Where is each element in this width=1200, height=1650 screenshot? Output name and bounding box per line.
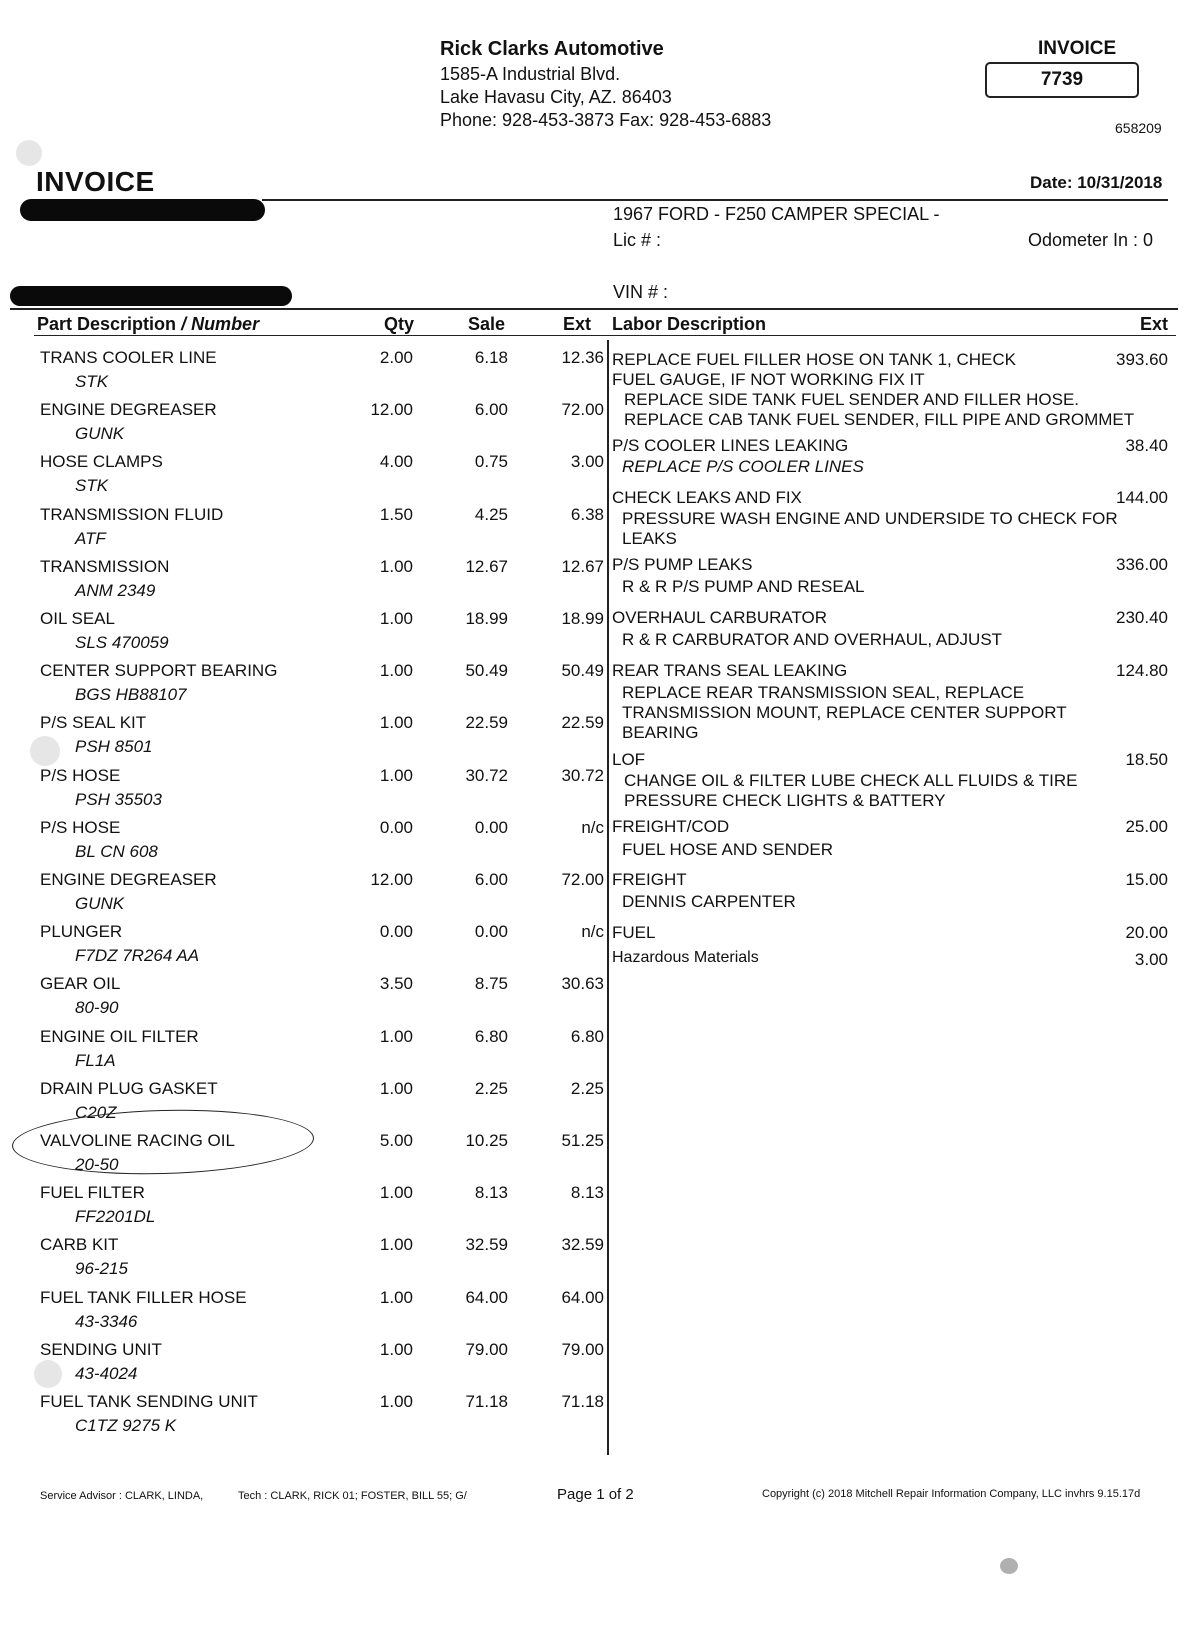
- labor-detail: PRESSURE CHECK LIGHTS & BATTERY: [624, 791, 946, 810]
- part-sale: 12.67: [465, 557, 508, 576]
- page-number: Page 1 of 2: [557, 1486, 634, 1503]
- labor-item-ext: 25.00: [1125, 817, 1168, 836]
- part-qty: 0.00: [379, 818, 413, 837]
- part-qty: 1.00: [379, 557, 413, 576]
- part-description: ENGINE DEGREASER: [40, 870, 217, 889]
- part-ext: 3.00: [570, 452, 604, 471]
- part-ext: 30.72: [561, 766, 604, 785]
- part-description: CENTER SUPPORT BEARING: [40, 661, 278, 680]
- part-number: C1TZ 9275 K: [75, 1416, 177, 1435]
- labor-detail: DENNIS CARPENTER: [622, 892, 796, 911]
- part-ext: 51.25: [561, 1131, 604, 1150]
- part-number: PSH 8501: [75, 737, 153, 756]
- scan-speck: [1000, 1558, 1018, 1574]
- shop-address: 1585-A Industrial Blvd.: [440, 64, 621, 84]
- part-number: C20Z: [75, 1103, 117, 1122]
- part-description: VALVOLINE RACING OIL: [40, 1131, 235, 1150]
- part-number: GUNK: [75, 424, 125, 443]
- invoice-number: 7739: [1040, 69, 1084, 90]
- labor-detail: REPLACE P/S COOLER LINES: [622, 457, 864, 476]
- ext-header: Ext: [563, 314, 592, 334]
- part-description: PLUNGER: [40, 922, 123, 941]
- part-description: TRANSMISSION: [40, 557, 170, 576]
- part-sale: 6.00: [474, 400, 508, 419]
- labor-item-desc: CHECK LEAKS AND FIX: [612, 488, 802, 507]
- vehicle-description: 1967 FORD - F250 CAMPER SPECIAL -: [613, 204, 940, 224]
- part-description-header: Part Description / Number: [37, 314, 260, 334]
- part-number: 43-4024: [75, 1364, 138, 1383]
- labor-item-desc: Hazardous Materials: [612, 949, 759, 966]
- labor-item-ext: 336.00: [1116, 555, 1168, 574]
- scan-speck: [30, 736, 60, 766]
- part-description: P/S HOSE: [40, 766, 121, 785]
- part-qty: 1.00: [379, 1392, 413, 1411]
- part-ext: 2.25: [570, 1079, 604, 1098]
- labor-detail: PRESSURE WASH ENGINE AND UNDERSIDE TO CHECK FOR: [622, 509, 1118, 528]
- part-description: OIL SEAL: [40, 609, 115, 628]
- part-number: 96-215: [75, 1259, 128, 1278]
- part-description: TRANSMISSION FLUID: [40, 505, 224, 524]
- part-description: DRAIN PLUG GASKET: [40, 1079, 218, 1098]
- labor-ext-header: Ext: [1140, 314, 1169, 334]
- part-ext: 12.67: [561, 557, 604, 576]
- part-number: STK: [75, 372, 109, 391]
- labor-detail: TRANSMISSION MOUNT, REPLACE CENTER SUPPORT: [622, 703, 1067, 722]
- header-underline: [34, 335, 1176, 336]
- labor-item-desc: P/S COOLER LINES LEAKING: [612, 436, 849, 455]
- qty-header: Qty: [384, 314, 415, 334]
- part-qty: 4.00: [379, 452, 413, 471]
- part-sale: 6.80: [474, 1027, 508, 1046]
- part-ext: 72.00: [561, 400, 604, 419]
- labor-detail: FUEL HOSE AND SENDER: [622, 840, 833, 859]
- part-sale: 8.13: [474, 1183, 508, 1202]
- part-sale: 64.00: [465, 1288, 508, 1307]
- part-number: BL CN 608: [75, 842, 158, 861]
- part-number: F7DZ 7R264 AA: [75, 946, 200, 965]
- labor-item-desc: LOF: [612, 750, 646, 769]
- part-ext: 22.59: [561, 713, 604, 732]
- labor-item-ext: 20.00: [1125, 923, 1168, 942]
- header-rule: [262, 199, 1168, 201]
- shop-city: Lake Havasu City, AZ. 86403: [440, 87, 672, 107]
- shop-name: Rick Clarks Automotive: [440, 38, 664, 60]
- labor-item-ext: 38.40: [1125, 436, 1168, 455]
- odometer-in: Odometer In : 0: [1028, 230, 1154, 250]
- part-ext: 79.00: [561, 1340, 604, 1359]
- part-description: P/S SEAL KIT: [40, 713, 147, 732]
- part-description: HOSE CLAMPS: [40, 452, 163, 471]
- part-ext: 72.00: [561, 870, 604, 889]
- labor-item-desc: FREIGHT/COD: [612, 817, 730, 836]
- hand-drawn-circle-annotation: [11, 1106, 315, 1178]
- part-sale: 8.75: [474, 974, 508, 993]
- part-qty: 1.00: [379, 1235, 413, 1254]
- labor-detail: R & R P/S PUMP AND RESEAL: [622, 577, 865, 596]
- part-ext: 50.49: [561, 661, 604, 680]
- part-qty: 1.50: [379, 505, 413, 524]
- part-description: ENGINE DEGREASER: [40, 400, 217, 419]
- part-qty: 1.00: [379, 766, 413, 785]
- part-ext: 64.00: [561, 1288, 604, 1307]
- part-description: GEAR OIL: [40, 974, 121, 993]
- part-ext: 71.18: [561, 1392, 604, 1411]
- part-number: 80-90: [75, 998, 119, 1017]
- part-description: FUEL TANK FILLER HOSE: [40, 1288, 247, 1307]
- part-sale: 32.59: [465, 1235, 508, 1254]
- part-ext: 6.80: [570, 1027, 604, 1046]
- part-ext: 32.59: [561, 1235, 604, 1254]
- part-qty: 12.00: [370, 870, 413, 889]
- labor-item-ext: 18.50: [1125, 750, 1168, 769]
- reference-number: 658209: [1115, 120, 1162, 136]
- labor-item-desc: REPLACE FUEL FILLER HOSE ON TANK 1, CHECK: [612, 350, 1017, 369]
- labor-item-ext: 393.60: [1116, 350, 1168, 369]
- part-description: SENDING UNIT: [40, 1340, 162, 1359]
- part-number: FL1A: [75, 1051, 116, 1070]
- column-divider: [607, 340, 609, 1455]
- vin-label: VIN # :: [613, 282, 669, 302]
- part-sale: 2.25: [474, 1079, 508, 1098]
- labor-detail: BEARING: [622, 723, 699, 742]
- license-label: Lic # :: [613, 230, 662, 250]
- part-ext: n/c: [581, 818, 604, 837]
- part-sale: 0.75: [474, 452, 508, 471]
- part-sale: 0.00: [474, 818, 508, 837]
- labor-detail: CHANGE OIL & FILTER LUBE CHECK ALL FLUIDS & TIRE: [624, 771, 1078, 790]
- part-sale: 22.59: [465, 713, 508, 732]
- scan-speck: [16, 140, 42, 166]
- part-description: FUEL FILTER: [40, 1183, 145, 1202]
- part-sale: 71.18: [465, 1392, 508, 1411]
- part-description: CARB KIT: [40, 1235, 119, 1254]
- part-number: ATF: [75, 529, 106, 548]
- part-ext: 6.38: [570, 505, 604, 524]
- invoice-number-box: [985, 62, 1139, 98]
- labor-description-header: Labor Description: [612, 314, 767, 334]
- part-qty: 3.50: [379, 974, 413, 993]
- part-sale: 6.18: [474, 348, 508, 367]
- table-top-rule: [10, 308, 1178, 310]
- part-number: ANM 2349: [75, 581, 156, 600]
- technicians: Tech : CLARK, RICK 01; FOSTER, BILL 55; G/: [238, 1490, 467, 1502]
- labor-item-desc: FREIGHT: [612, 870, 687, 889]
- part-sale: 50.49: [465, 661, 508, 680]
- part-number: GUNK: [75, 894, 125, 913]
- part-description: ENGINE OIL FILTER: [40, 1027, 199, 1046]
- labor-item-ext: 230.40: [1116, 608, 1168, 627]
- labor-item-ext: 124.80: [1116, 661, 1168, 680]
- service-advisor: Service Advisor : CLARK, LINDA,: [40, 1490, 204, 1502]
- part-sale: 18.99: [465, 609, 508, 628]
- part-description: FUEL TANK SENDING UNIT: [40, 1392, 258, 1411]
- part-qty: 2.00: [379, 348, 413, 367]
- sale-header: Sale: [468, 314, 506, 334]
- part-number: SLS 470059: [75, 633, 169, 652]
- labor-item-desc: P/S PUMP LEAKS: [612, 555, 753, 574]
- part-description: TRANS COOLER LINE: [40, 348, 217, 367]
- part-number: 20-50: [75, 1155, 119, 1174]
- part-qty: 1.00: [379, 1183, 413, 1202]
- part-sale: 0.00: [474, 922, 508, 941]
- part-sale: 6.00: [474, 870, 508, 889]
- part-sale: 30.72: [465, 766, 508, 785]
- part-description: P/S HOSE: [40, 818, 121, 837]
- part-ext: 8.13: [570, 1183, 604, 1202]
- part-number: BGS HB88107: [75, 685, 187, 704]
- redaction-bar: [20, 199, 265, 221]
- part-ext: 18.99: [561, 609, 604, 628]
- document-title: INVOICE: [36, 166, 155, 197]
- shop-phone-fax: Phone: 928-453-3873 Fax: 928-453-6883: [440, 110, 772, 130]
- redaction-bar: [10, 286, 292, 306]
- invoice-label: INVOICE: [1038, 38, 1117, 59]
- labor-detail: REPLACE REAR TRANSMISSION SEAL, REPLACE: [622, 683, 1025, 702]
- labor-item-desc: OVERHAUL CARBURATOR: [612, 608, 828, 627]
- part-qty: 1.00: [379, 661, 413, 680]
- scan-speck: [34, 1360, 62, 1388]
- labor-item-desc: REAR TRANS SEAL LEAKING: [612, 661, 848, 680]
- labor-item-ext: 15.00: [1125, 870, 1168, 889]
- part-number: STK: [75, 476, 109, 495]
- part-sale: 10.25: [465, 1131, 508, 1150]
- labor-detail: REPLACE CAB TANK FUEL SENDER, FILL PIPE AND GROMMET: [624, 410, 1135, 429]
- part-ext: 30.63: [561, 974, 604, 993]
- labor-item-ext: 144.00: [1116, 488, 1168, 507]
- part-qty: 1.00: [379, 1288, 413, 1307]
- part-qty: 1.00: [379, 609, 413, 628]
- labor-detail: REPLACE SIDE TANK FUEL SENDER AND FILLER HOSE.: [624, 390, 1080, 409]
- part-qty: 1.00: [379, 1340, 413, 1359]
- part-ext: 12.36: [561, 348, 604, 367]
- part-qty: 0.00: [379, 922, 413, 941]
- part-number: 43-3346: [75, 1312, 138, 1331]
- part-number: FF2201DL: [75, 1207, 156, 1226]
- part-qty: 1.00: [379, 1027, 413, 1046]
- part-number: PSH 35503: [75, 790, 162, 809]
- labor-item-desc-cont: FUEL GAUGE, IF NOT WORKING FIX IT: [612, 370, 925, 389]
- part-qty: 1.00: [379, 1079, 413, 1098]
- part-sale: 4.25: [474, 505, 508, 524]
- part-qty: 5.00: [379, 1131, 413, 1150]
- part-sale: 79.00: [465, 1340, 508, 1359]
- invoice-date: Date: 10/31/2018: [1030, 173, 1163, 192]
- part-qty: 12.00: [370, 400, 413, 419]
- labor-detail: R & R CARBURATOR AND OVERHAUL, ADJUST: [622, 630, 1003, 649]
- labor-item-ext: 3.00: [1134, 950, 1168, 969]
- part-ext: n/c: [581, 922, 604, 941]
- labor-item-desc: FUEL: [612, 923, 656, 942]
- part-qty: 1.00: [379, 713, 413, 732]
- labor-detail: LEAKS: [622, 529, 677, 548]
- copyright: Copyright (c) 2018 Mitchell Repair Information Company, LLC invhrs 9.15.17d: [762, 1488, 1141, 1500]
